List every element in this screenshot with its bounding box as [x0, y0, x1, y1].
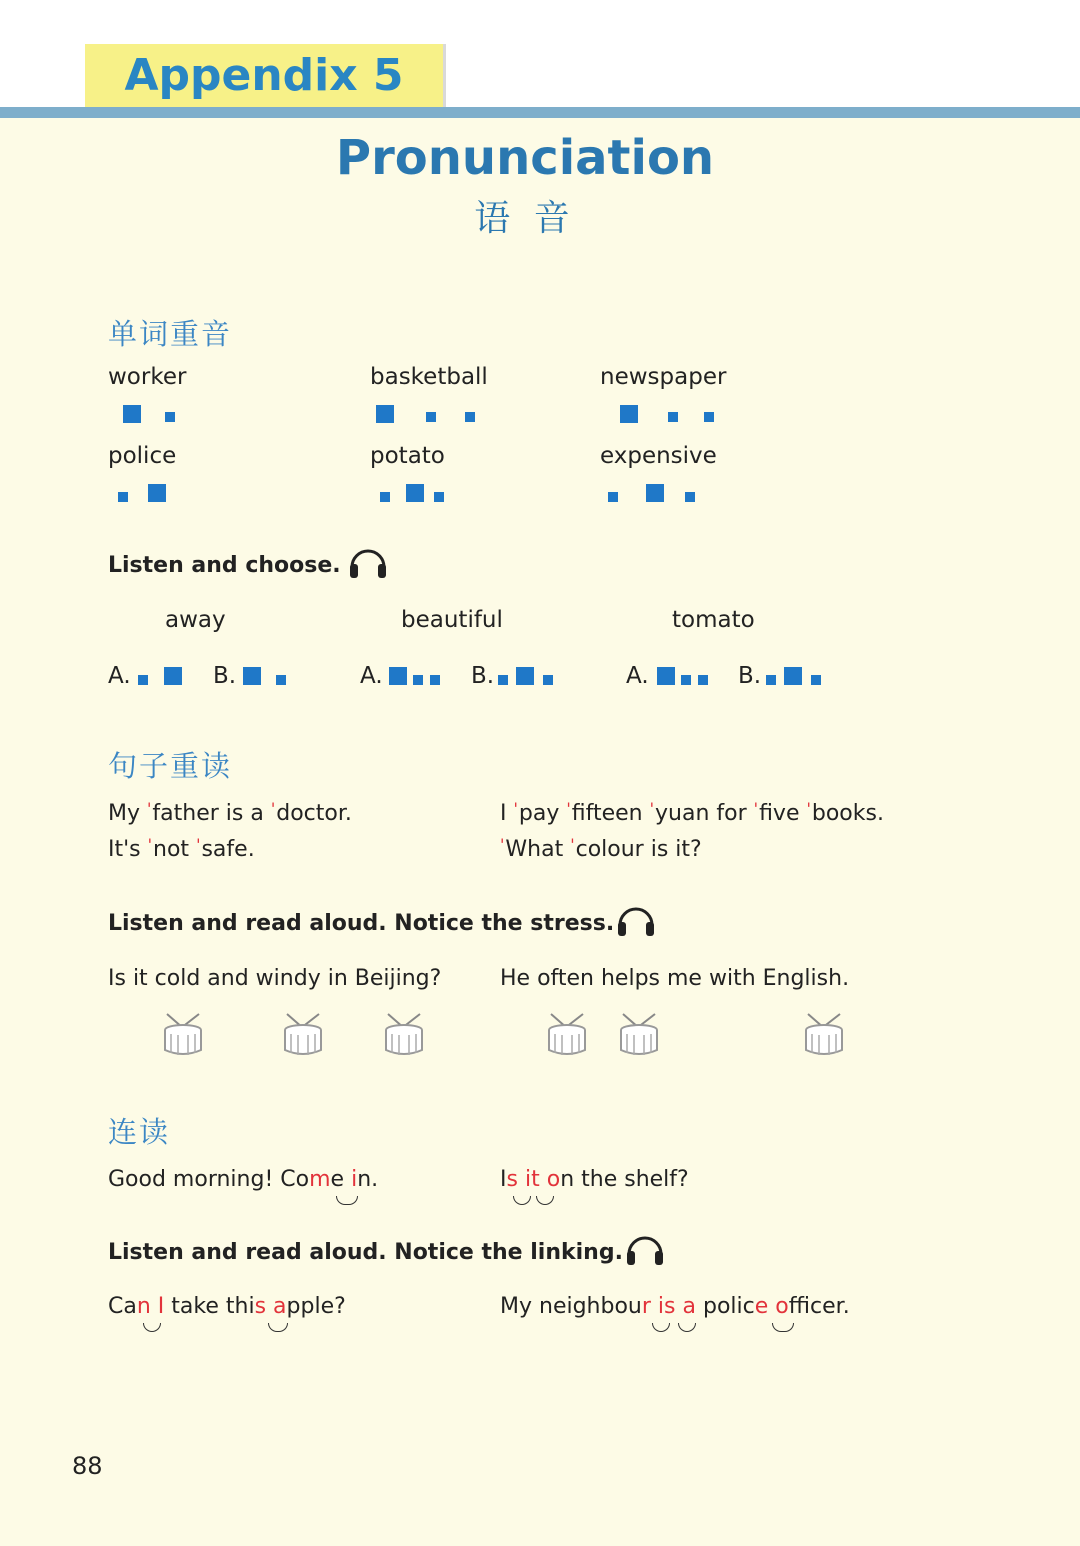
- page-number: 88: [72, 1452, 103, 1480]
- instruction-listen-choose: Listen and choose.: [108, 553, 341, 578]
- option-label-b[interactable]: B.: [471, 663, 495, 689]
- drum-icon: [804, 1012, 846, 1058]
- word-stress-heading: 单词重音: [108, 317, 233, 351]
- choice-word-tomato: tomato: [672, 607, 755, 633]
- choice-word-beautiful: beautiful: [401, 607, 503, 633]
- option-label-a[interactable]: A.: [360, 663, 383, 689]
- word-potato: potato: [370, 443, 445, 469]
- linking-example-2: Is it on the shelf?: [500, 1167, 689, 1192]
- headphones-icon[interactable]: [615, 899, 657, 939]
- stress-sentence-4: 'What 'colour is it?: [500, 835, 702, 862]
- word-police: police: [108, 443, 177, 469]
- word-basketball: basketball: [370, 364, 488, 390]
- choice-word-away: away: [165, 607, 226, 633]
- stress-practice-1: Is it cold and windy in Beijing?: [108, 966, 442, 991]
- stress-sentence-2: It's 'not 'safe.: [108, 835, 255, 862]
- word-worker: worker: [108, 364, 187, 390]
- option-label-a[interactable]: A.: [108, 663, 131, 689]
- stress-sentence-3: I 'pay 'fifteen 'yuan for 'five 'books.: [500, 799, 884, 826]
- instruction-stress: Listen and read aloud. Notice the stress.: [108, 911, 615, 936]
- word-expensive: expensive: [600, 443, 717, 469]
- headphones-icon[interactable]: [347, 541, 389, 581]
- option-label-b[interactable]: B.: [213, 663, 237, 689]
- stress-practice-2: He often helps me with English.: [500, 966, 850, 991]
- linking-example-3: Can I take this apple?: [108, 1294, 346, 1319]
- appendix-tab: [85, 44, 443, 107]
- page-title: Pronunciation: [335, 130, 715, 186]
- drum-icon: [547, 1012, 589, 1058]
- sentence-stress-heading: 句子重读: [108, 749, 233, 783]
- linking-example-4: My neighbour is a police officer.: [500, 1294, 850, 1319]
- headphones-icon[interactable]: [624, 1228, 666, 1268]
- drum-icon: [619, 1012, 661, 1058]
- option-label-b[interactable]: B.: [738, 663, 762, 689]
- drum-icon: [283, 1012, 325, 1058]
- appendix-label: Appendix 5: [124, 50, 404, 101]
- instruction-linking: Listen and read aloud. Notice the linking.: [108, 1240, 623, 1265]
- word-newspaper: newspaper: [600, 364, 727, 390]
- drum-icon: [163, 1012, 205, 1058]
- page-subtitle: 语 音: [474, 198, 576, 239]
- linking-heading: 连读: [108, 1115, 171, 1149]
- top-band: [0, 107, 1080, 118]
- stress-sentence-1: My 'father is a 'doctor.: [108, 799, 352, 826]
- option-label-a[interactable]: A.: [626, 663, 649, 689]
- drum-icon: [384, 1012, 426, 1058]
- linking-example-1: Good morning! Come in.: [108, 1167, 379, 1192]
